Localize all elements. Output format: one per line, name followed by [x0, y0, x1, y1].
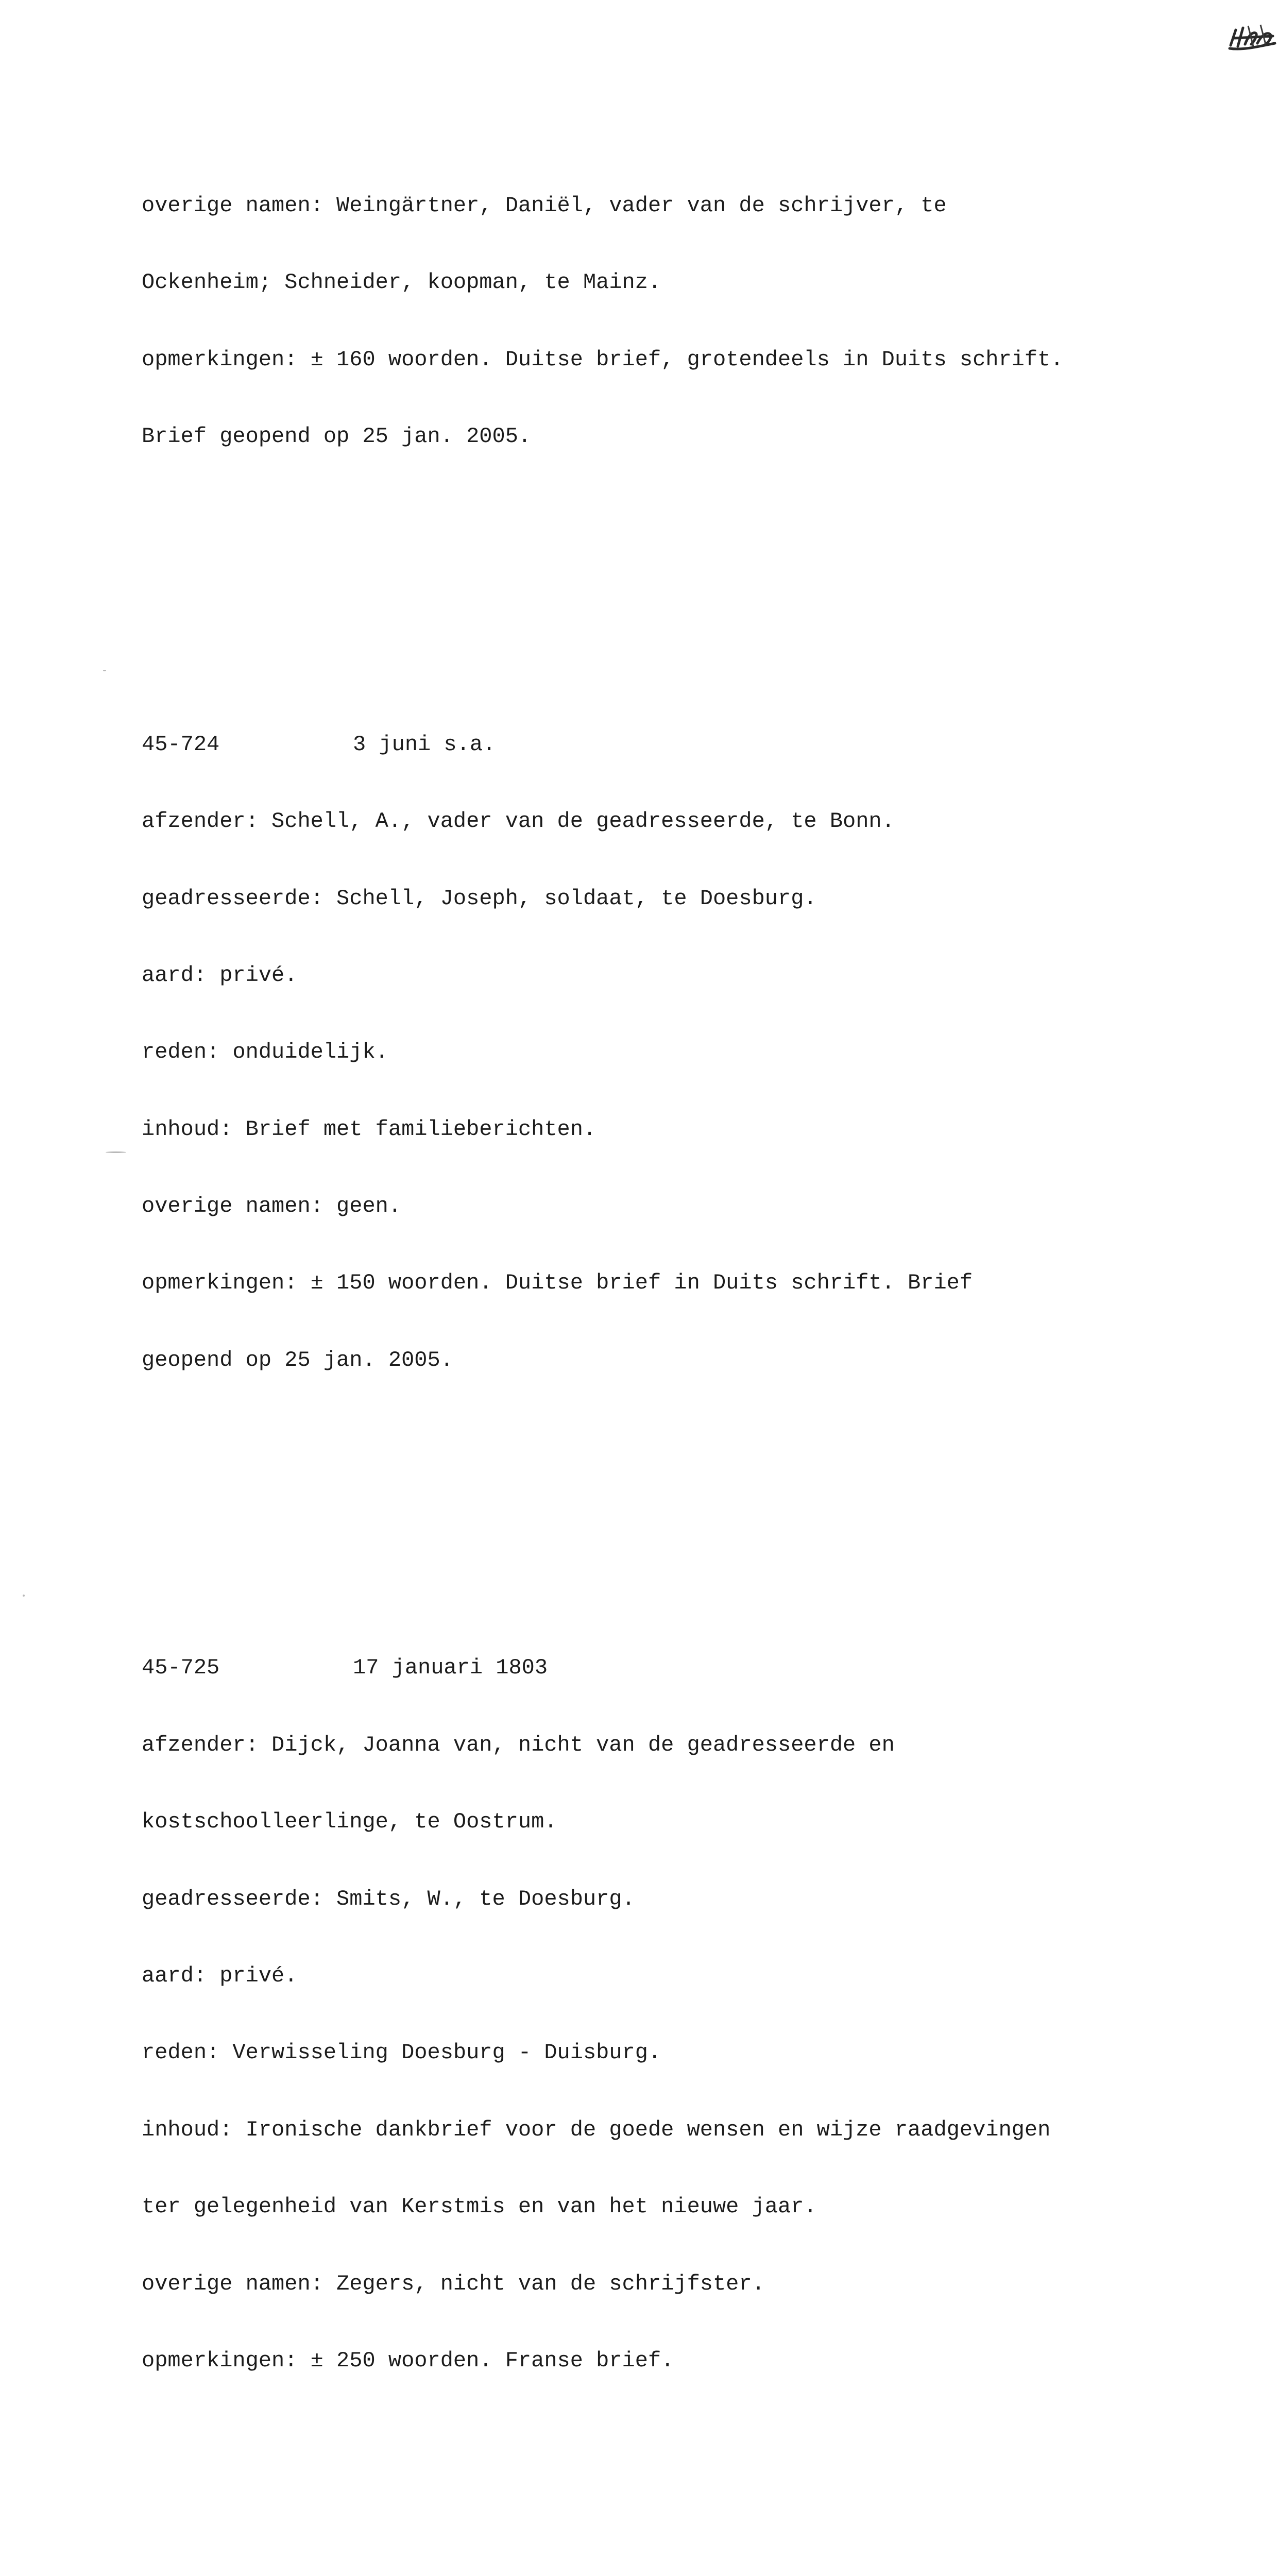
spacer [142, 552, 1172, 578]
spacer [142, 2477, 1172, 2502]
entry-line: opmerkingen: ± 250 woorden. Franse brief. [142, 2348, 674, 2373]
scan-speck [103, 670, 106, 671]
entry-header [142, 1655, 1172, 1681]
entry-line: kostschoolleerlinge, te Oostrum. [142, 1809, 557, 1835]
entry-date: 3 juni s.a. [353, 732, 496, 757]
entry-line: opmerkingen: ± 150 woorden. Duitse brief in Duits schrift. Brief [142, 1270, 973, 1296]
entry-line: aard: privé. [142, 1963, 298, 1988]
entry-line: reden: onduidelijk. [142, 1040, 388, 1065]
intro-block [142, 142, 1172, 501]
entry-line: aard: privé. [142, 962, 298, 988]
entry-header [142, 732, 1172, 758]
entry-line: inhoud: Ironische dankbrief voor de goede wensen en wijze raadgevingen [142, 2117, 1051, 2142]
spacer [142, 1476, 1172, 1502]
entry-line: overige namen: geen. [142, 1194, 402, 1219]
entry-id: 45-724 [142, 732, 220, 757]
entry-45-725 [142, 1604, 1172, 2426]
entry-line: geadresseerde: Smits, W., te Doesburg. [142, 1886, 635, 1911]
entry-line: reden: Verwisseling Doesburg - Duisburg. [142, 2040, 661, 2065]
entry-line: ter gelegenheid van Kerstmis en van het nieuwe jaar. [142, 2194, 817, 2219]
intro-line: Ockenheim; Schneider, koopman, te Mainz. [142, 270, 661, 295]
entry-45-724 [142, 681, 1172, 1425]
intro-line: Brief geopend op 25 jan. 2005. [142, 424, 532, 449]
intro-line: overige namen: Weingärtner, Daniël, vader van de schrijver, te [142, 193, 947, 218]
entry-id: 45-725 [142, 1655, 220, 1681]
entry-line: inhoud: Brief met familieberichten. [142, 1116, 597, 1142]
entry-line: geopend op 25 jan. 2005. [142, 1347, 453, 1372]
document-page [142, 65, 1172, 2576]
entry-line: afzender: Schell, A., vader van de geadresseerde, te Bonn. [142, 809, 895, 834]
intro-line: opmerkingen: ± 160 woorden. Duitse brief, grotendeels in Duits schrift. [142, 347, 1064, 372]
entry-date: 17 januari 1803 [353, 1655, 548, 1681]
scan-speck [106, 1151, 126, 1153]
entry-line: afzender: Dijck, Joanna van, nicht van de geadresseerde en [142, 1732, 895, 1757]
entry-line: geadresseerde: Schell, Joseph, soldaat, te Doesburg. [142, 886, 817, 911]
entry-line: overige namen: Zegers, nicht van de schrijfster. [142, 2271, 765, 2296]
scan-speck [23, 1595, 25, 1597]
handwritten-page-number-mark [1228, 21, 1277, 53]
